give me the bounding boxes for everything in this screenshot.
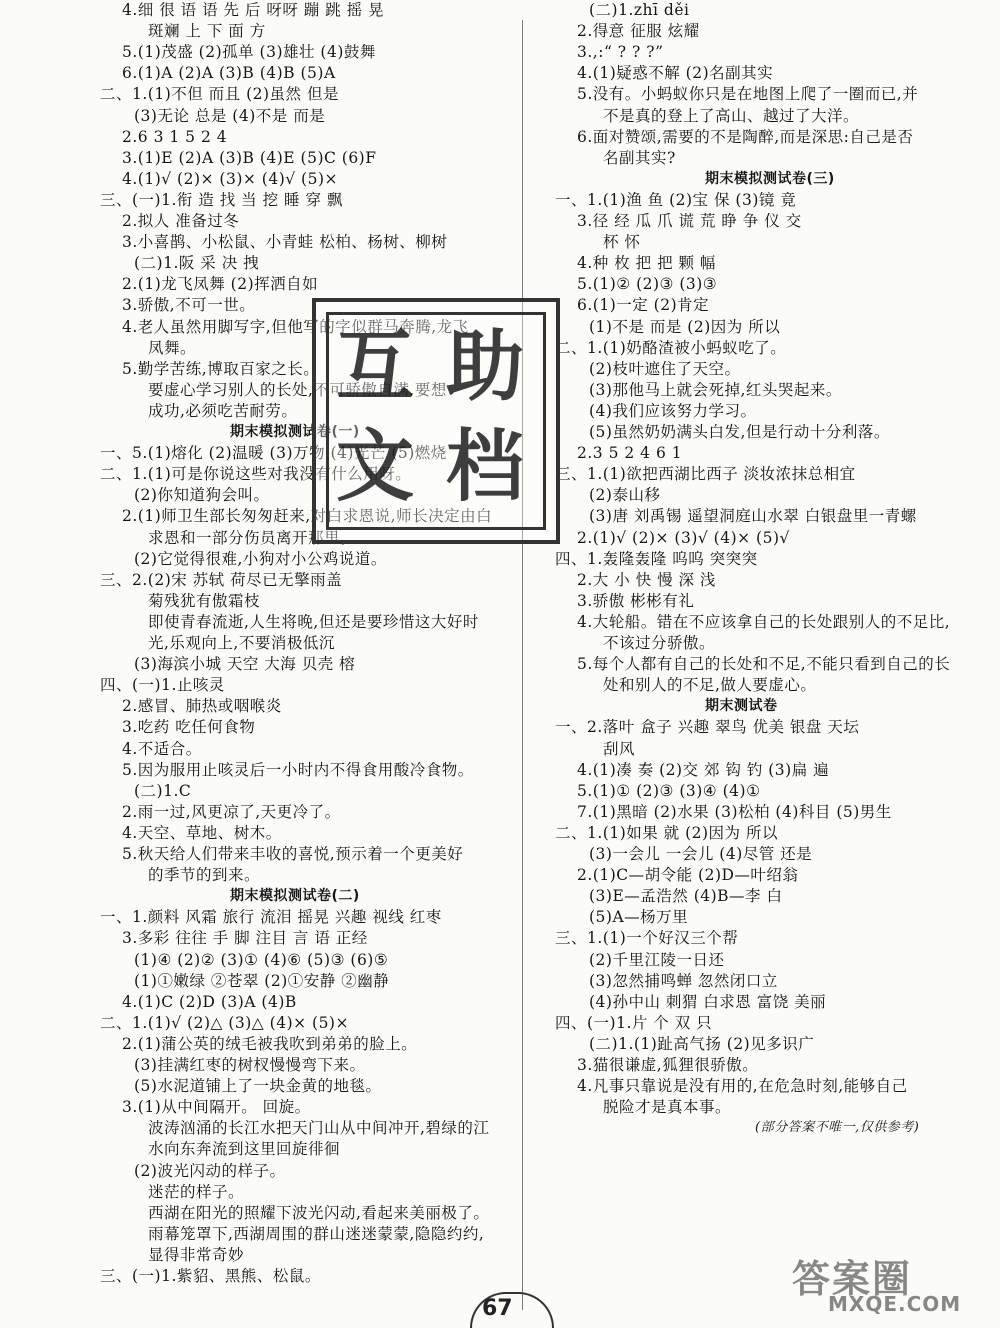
answer-line: 2.3 5 2 4 6 1 [577, 444, 683, 463]
answer-line: 凤舞。 [148, 338, 197, 357]
answer-line: 三、(一)1.紫貂、黑熊、松鼠。 [100, 1267, 321, 1285]
answer-line: (2)你知道狗会叫。 [134, 486, 270, 505]
answer-line: 显得非常奇妙 [148, 1245, 245, 1264]
answer-line: 4.不适合。 [122, 739, 202, 758]
answer-line: 处和别人的不足,做人要虚心。 [603, 676, 817, 695]
answer-line: (5)A—杨万里 [589, 908, 689, 927]
answer-line: 5.没有。小蚂蚁你只是在地图上爬了一圈而已,并 [577, 85, 919, 104]
answer-line: (2)波光闪动的样子。 [134, 1161, 286, 1180]
answer-line: 2.(1)龙飞凤舞 (2)挥洒自如 [122, 275, 319, 294]
answer-line: (1)不是 而是 (2)因为 所以 [589, 317, 781, 336]
answer-line: 7.(1)黑暗 (2)水果 (3)松柏 (4)科目 (5)男生 [577, 802, 892, 821]
answer-line: 期末测试卷 [705, 698, 778, 715]
answer-line: 3.径 经 瓜 爪 谎 荒 睁 争 仪 交 [577, 212, 802, 230]
watermark-char: 文 [336, 422, 415, 512]
answer-line: 二、1.(1)不但 而且 (2)虽然 但是 [100, 85, 339, 104]
answer-line: 5.勤学苦练,博取百家之长。 [122, 359, 320, 378]
answer-line: 2.大 小 快 慢 深 浅 [577, 570, 716, 589]
answer-line: (2)它觉得很难,小狗对小公鸡说道。 [134, 549, 387, 568]
watermark-char: 助 [446, 322, 525, 412]
answer-line: 6.面对赞颂,需要的不是陶醉,而是深思:自己是否 [577, 127, 914, 146]
answer-line: 2.(1)师卫生部长匆匆赶来,对白求恩说,师长决定由白 [122, 507, 493, 526]
corner-logo-sub: MXQE.COM [828, 1292, 962, 1316]
answer-line: 波涛汹涌的长江水把天门山从中间冲开,碧绿的江 [148, 1119, 490, 1138]
answer-line: 6.(1)A (2)A (3)B (4)B (5)A [122, 64, 336, 83]
answer-line: 西湖在阳光的照耀下波光闪动,看起来美丽极了。 [148, 1203, 490, 1222]
answer-line: 光,乐观向上,不要消极低沉 [148, 634, 335, 652]
answer-line: 不该过分骄傲。 [603, 634, 716, 652]
answer-line: 3.骄傲 彬彬有礼 [577, 591, 695, 610]
answer-line: 4.天空、草地、树木。 [122, 823, 282, 842]
answer-line: 2.得意 征服 炫耀 [577, 22, 700, 41]
answer-line: 的季节的到来。 [148, 866, 261, 885]
answer-line: 二、1.(1)可是你说这些对我没有什么用呀。 [100, 465, 412, 484]
answer-line: (5)虽然奶奶满头白发,但是行动十分利落。 [589, 423, 890, 441]
answer-line: 5.(1)茂盛 (2)孤单 (3)雄壮 (4)鼓舞 [122, 43, 376, 62]
answer-line: 求恩和一部分伤员离开那里。 [148, 528, 357, 547]
answer-line: (二)1.zhī děi [589, 1, 690, 19]
answer-line: 四、1.轰隆轰隆 呜呜 突突突 [555, 549, 758, 568]
watermark-char: 档 [446, 422, 525, 512]
answer-line: 一、2.落叶 盒子 兴趣 翠鸟 优美 银盘 天坛 [555, 718, 860, 737]
answer-line: 2.雨一过,风更凉了,天更冷了。 [122, 802, 341, 821]
answer-line: (3)无论 总是 (4)不是 而是 [134, 106, 326, 125]
answer-line: 脱险才是真本事。 [603, 1098, 732, 1117]
answer-line: 3.多彩 往往 手 脚 注目 言 语 正经 [122, 929, 368, 948]
answer-line: 4.凡事只靠说是没有用的,在危急时刻,能够自己 [577, 1077, 908, 1096]
answer-line: 4.细 很 语 语 先 后 呀呀 蹦 跳 摇 晃 [122, 1, 385, 19]
answer-line: 三、(一)1.衔 造 找 当 挖 睡 穿 飘 [100, 190, 343, 209]
answer-line: 名副其实? [603, 148, 676, 167]
page-number: 67 [482, 1296, 513, 1321]
answer-line: 一、5.(1)熔化 (2)温暖 (3)万物 (4)光芒 (5)燃烧 [100, 444, 447, 463]
answer-line: 4.大轮船。错在不应该拿自己的长处跟别人的不足比, [577, 612, 951, 631]
answer-line: 5.秋天给人们带来丰收的喜悦,预示着一个更美好 [122, 845, 464, 863]
answer-line: 5.(1)① (2)③ (3)④ (4)① [577, 781, 761, 800]
answer-line: 即使青春流逝,人生将晚,但还是要珍惜这大好时 [148, 612, 479, 631]
answer-line: 3.小喜鹊、小松鼠、小青蛙 松柏、杨树、柳树 [122, 233, 448, 252]
answer-line: 4.种 枚 把 把 颗 幅 [577, 254, 716, 273]
answer-line: 刮风 [603, 739, 636, 758]
answer-line: 3.(1)从中间隔开。 回旋。 [122, 1098, 311, 1117]
answer-line: 三、2.(2)宋 苏轼 荷尽已无擎雨盖 [100, 570, 343, 589]
answer-line: 期末模拟测试卷(一) [230, 424, 360, 440]
answer-line: (3)海滨小城 天空 大海 贝壳 榕 [134, 655, 356, 674]
corner-logo [788, 1248, 988, 1318]
answer-line: 2.(1)√ (2)× (3)√ (4)× (5)√ [577, 528, 790, 547]
answer-line: (二)1.C [134, 781, 192, 800]
answer-line: (3)忽然捕鸣蝉 忽然闭口立 [589, 971, 778, 990]
answer-line: (3)挂满红枣的树杈慢慢弯下来。 [134, 1056, 366, 1074]
answer-line: 二、1.(1)√ (2)△ (3)△ (4)× (5)× [100, 1013, 349, 1032]
answer-line: 3.(1)E (2)A (3)B (4)E (5)C (6)F [122, 148, 377, 167]
answer-line: 4.(1)C (2)D (3)A (4)B [122, 992, 297, 1011]
answer-line: (3)E—孟浩然 (4)B—李 白 [589, 887, 783, 906]
answer-line: 水向东奔流到这里回旋徘徊 [148, 1140, 341, 1159]
answer-line: 一、1.(1)渔 鱼 (2)宝 保 (3)镜 竟 [555, 190, 797, 209]
answer-line: 2.感冒、肺热或咽喉炎 [122, 697, 282, 716]
answer-line: 6.(1)一定 (2)肯定 [577, 296, 710, 315]
answer-line: (3)唐 刘禹锡 遥望洞庭山水翠 白银盘里一青螺 [589, 507, 917, 526]
answer-line: (4)我们应该努力学习。 [589, 401, 757, 420]
answer-line: (3)一会儿 一会儿 (4)尽管 还是 [589, 845, 813, 863]
answer-line: 3.猫很谦虚,狐狸很骄傲。 [577, 1056, 759, 1074]
answer-line: 3.,:“ ? ? ?” [577, 43, 664, 62]
answer-line: (部分答案不唯一,仅供参考) [755, 1120, 920, 1136]
answer-line: 3.骄傲,不可一世。 [122, 296, 256, 315]
answer-line: 四、(一)1.片 个 双 只 [555, 1013, 713, 1032]
watermark-char: 互 [336, 322, 415, 412]
answer-line: (5)水泥道铺上了一块金黄的地毯。 [134, 1077, 382, 1096]
answer-line: 不是真的登上了高山、越过了大洋。 [603, 106, 860, 125]
answer-line: 期末模拟测试卷(二) [230, 888, 360, 905]
answer-line: 要虚心学习别人的长处,不可骄傲自满,要想 [148, 380, 447, 399]
answer-line: 三、1.(1)欲把西湖比西子 淡妆浓抹总相宜 [555, 465, 856, 484]
answer-line: 2.6 3 1 5 2 4 [122, 127, 228, 146]
answer-line: (2)千里江陵一日还 [589, 950, 725, 969]
answer-line: 5.每个人都有自己的长处和不足,不能只看到自己的长 [577, 655, 951, 674]
answer-line: 二、1.(1)奶酪渣被小蚂蚁吃了。 [555, 338, 787, 357]
answer-line: 3.吃药 吃任何食物 [122, 718, 256, 737]
answer-line: 三、1.(1)一个好汉三个帮 [555, 929, 739, 948]
answer-line: 4.(1)凑 奏 (2)交 郊 钩 钓 (3)扁 遍 [577, 760, 830, 779]
watermark-stamp [312, 298, 560, 544]
answer-line: (二)1.(1)趾高气扬 (2)见多识广 [589, 1034, 815, 1053]
answer-line: 杯 怀 [603, 233, 641, 252]
corner-logo-main: 答案圈 [792, 1257, 913, 1301]
answer-line: (2)泰山移 [589, 486, 661, 505]
answer-line: (3)那他马上就会死掉,红头哭起来。 [589, 380, 842, 399]
answer-line: (4)孙中山 刺猬 白求恩 富饶 美丽 [589, 992, 827, 1011]
answer-line: 2.(1)C—胡令能 (2)D—叶绍翁 [577, 866, 799, 885]
answer-line: 2.(1)蒲公英的绒毛被我吹到弟弟的脸上。 [122, 1034, 418, 1053]
answer-line: 4.(1)疑惑不解 (2)名副其实 [577, 64, 774, 83]
answer-line: (1)④ (2)② (3)① (4)⑥ (5)③ (6)⑤ [134, 950, 389, 969]
answer-line: 斑斓 上 下 面 方 [148, 22, 266, 41]
answer-line: 2.拟人 准备过冬 [122, 212, 240, 230]
answer-line: (1)①嫩绿 ②苍翠 (2)①安静 ②幽静 [134, 971, 390, 990]
answer-line: 期末模拟测试卷(三) [705, 170, 835, 187]
answer-line: 5.因为服用止咳灵后一小时内不得食用酸冷食物。 [122, 760, 474, 779]
answer-line: 一、1.颜料 风霜 旅行 流泪 摇晃 兴趣 视线 红枣 [100, 908, 442, 927]
answer-line: 迷茫的样子。 [148, 1182, 245, 1201]
column-divider [522, 20, 523, 1310]
answer-line: 成功,必须吃苦耐劳。 [148, 401, 298, 420]
answer-line: (2)枝叶遮住了天空。 [589, 359, 741, 378]
answer-line: 5.(1)② (2)③ (3)③ [577, 275, 718, 294]
answer-line: 雨幕笼罩下,西湖周围的群山迷迷蒙蒙,隐隐约约, [148, 1224, 485, 1243]
answer-line: 菊残犹有傲霜枝 [148, 591, 261, 610]
answer-line: (二)1.阪 采 决 拽 [134, 254, 260, 273]
answer-line: 四、(一)1.止咳灵 [100, 676, 225, 695]
answer-line: 4.(1)√ (2)× (3)× (4)√ (5)× [122, 169, 338, 188]
answer-line: 二、1.(1)如果 就 (2)因为 所以 [555, 823, 778, 842]
answer-line: 4.老人虽然用脚写字,但他写的字似群马奔腾,龙飞 [122, 317, 469, 336]
